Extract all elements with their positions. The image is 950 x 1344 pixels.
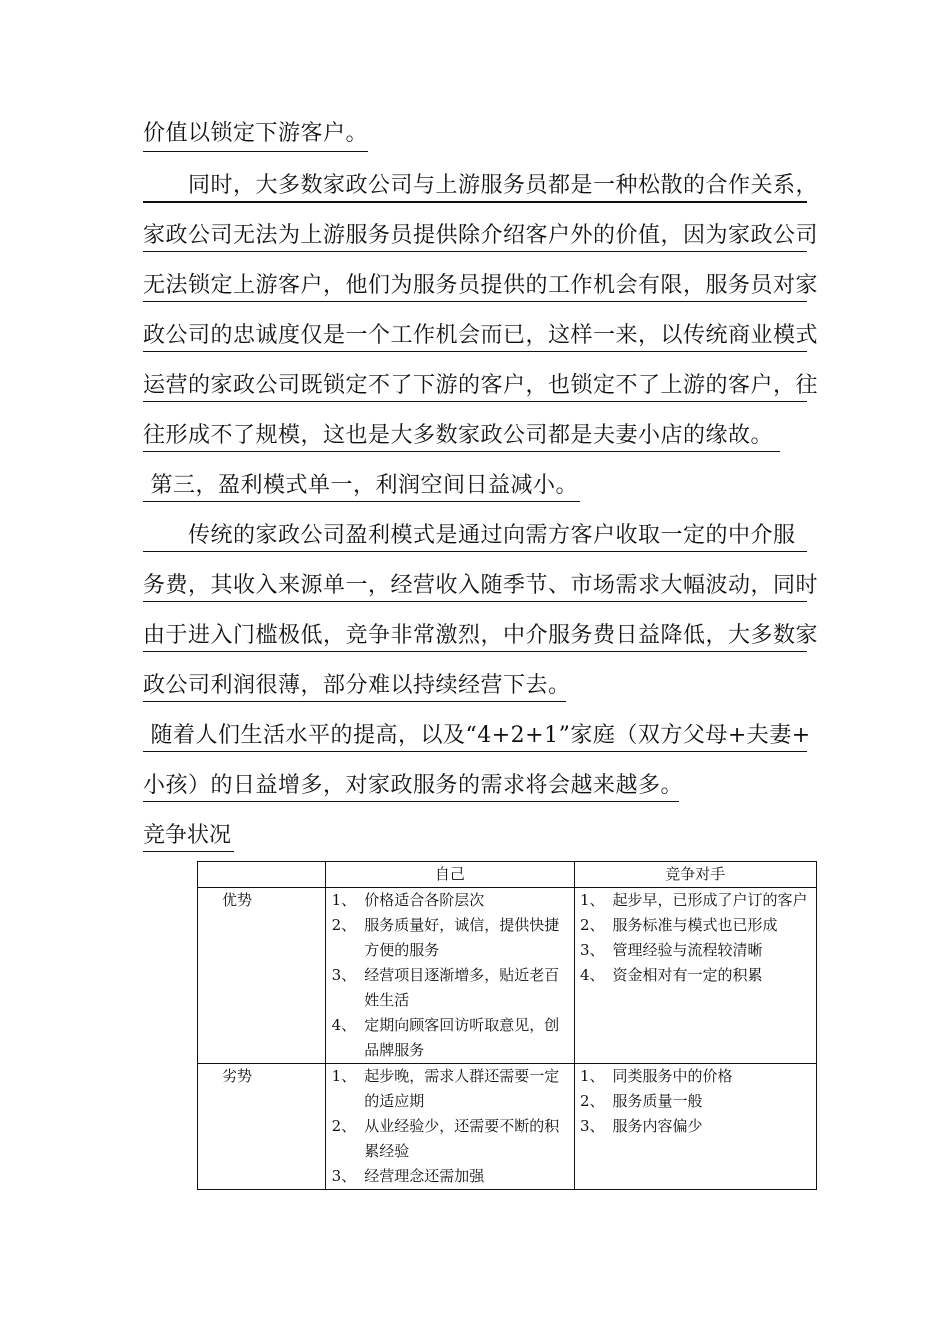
item-text: 服务质量好，诚信，提供快捷方便的服务: [364, 916, 560, 959]
paragraph-line: 务费，其收入来源单一，经营收入随季节、市场需求大幅波动，同时: [143, 573, 819, 598]
paragraph-line: 价值以锁定下游客户。: [143, 121, 369, 146]
item-number: 4、: [580, 966, 605, 984]
underline: [143, 801, 679, 802]
underline: [143, 651, 807, 652]
list-item: [575, 963, 816, 988]
item-text: 服务质量一般: [612, 1092, 703, 1110]
table-row: [198, 1064, 817, 1190]
item-text: 资金相对有一定的积累: [612, 966, 763, 984]
paragraph-line: 往形成不了规模，这也是大多数家政公司都是夫妻小店的缘故。: [143, 423, 774, 448]
item-number: 3、: [580, 941, 605, 959]
competition-table: [197, 861, 817, 1190]
header-cell-rival: 竞争对手: [574, 862, 816, 888]
paragraph-line: 同时，大多数家政公司与上游服务员都是一种松散的合作关系，: [143, 173, 819, 198]
underline: [143, 351, 807, 352]
list-item: [326, 1013, 573, 1063]
paragraph-line: 运营的家政公司既锁定不了下游的客户，也锁定不了上游的客户，往: [143, 373, 819, 398]
item-text: 起步晚，需求人群还需要一定的适应期: [364, 1067, 560, 1110]
cell-self-weaknesses: [326, 1064, 574, 1190]
item-number: 3、: [331, 1167, 357, 1185]
paragraph-line: 第三，盈利模式单一，利润空间日益减小。: [143, 473, 578, 498]
paragraph-line: 政公司利润很薄，部分难以持续经营下去。: [143, 673, 571, 698]
paragraph-line: 传统的家政公司盈利模式是通过向需方客户收取一定的中介服: [143, 523, 796, 548]
item-number: 2、: [331, 916, 357, 934]
underline: [143, 751, 807, 752]
list-item: [575, 913, 816, 938]
paragraph-line: 政公司的忠诚度仅是一个工作机会而已，这样一来，以传统商业模式: [143, 323, 819, 348]
item-text: 定期向顾客回访听取意见，创品牌服务: [364, 1016, 560, 1059]
item-text: 同类服务中的价格: [612, 1067, 733, 1085]
underline: [143, 601, 807, 602]
cell-rival-strengths: [574, 888, 816, 1064]
underline: [143, 451, 780, 452]
item-number: 2、: [331, 1117, 357, 1135]
item-number: 1、: [331, 1067, 357, 1085]
item-text: 管理经验与流程较清晰: [612, 941, 763, 959]
item-text: 起步早，已形成了户订的客户: [612, 891, 808, 909]
table-header-row: [198, 862, 817, 888]
list-item: [326, 913, 573, 963]
list-item: [326, 963, 573, 1013]
paragraph-line: 无法锁定上游客户，他们为服务员提供的工作机会有限，服务员对家: [143, 273, 819, 298]
cell-self-strengths: [326, 888, 574, 1064]
paragraph-line: 随着人们生活水平的提高，以及“4+2+1”家庭（双方父母+夫妻+: [143, 723, 811, 748]
list-item: [575, 938, 816, 963]
underline: [143, 851, 234, 852]
underline: [143, 401, 807, 402]
table-row: [198, 888, 817, 1064]
item-number: 2、: [580, 916, 605, 934]
cell-rival-weaknesses: [574, 1064, 816, 1190]
list-item: [575, 1114, 816, 1139]
list-item: [326, 1114, 573, 1164]
row-label: 优势: [198, 888, 326, 1064]
item-number: 3、: [580, 1117, 605, 1135]
paragraph-line: 家政公司无法为上游服务员提供除介绍客户外的价值，因为家政公司: [143, 223, 819, 248]
item-number: 2、: [580, 1092, 605, 1110]
header-cell-self: 自己: [326, 862, 574, 888]
header-cell-blank: [198, 862, 326, 888]
item-text: 从业经验少，还需要不断的积累经验: [364, 1117, 560, 1160]
paragraph-line: 小孩）的日益增多，对家政服务的需求将会越来越多。: [143, 773, 684, 798]
list-item: [326, 1164, 573, 1189]
underline: [143, 301, 807, 302]
item-text: 服务内容偏少: [612, 1117, 703, 1135]
item-number: 1、: [580, 1067, 605, 1085]
item-list: [326, 1064, 573, 1189]
paragraph-line: 由于进入门槛极低，竞争非常激烈，中介服务费日益降低，大多数家: [143, 623, 819, 648]
item-number: 4、: [331, 1016, 357, 1034]
row-label: 劣势: [198, 1064, 326, 1190]
item-number: 3、: [331, 966, 357, 984]
list-item: [575, 888, 816, 913]
list-item: [575, 1089, 816, 1114]
item-list: [326, 888, 573, 1063]
list-item: [575, 1064, 816, 1089]
list-item: [326, 1064, 573, 1114]
underline: [143, 551, 807, 552]
item-number: 1、: [331, 891, 357, 909]
underline: [143, 251, 807, 252]
section-heading: 竞争状况: [143, 823, 232, 848]
item-number: 1、: [580, 891, 605, 909]
underline: [143, 151, 368, 152]
underline: [143, 501, 580, 502]
item-list: [575, 1064, 816, 1139]
item-text: 经营项目逐渐增多，贴近老百姓生活: [364, 966, 560, 1009]
underline: [143, 701, 566, 702]
item-text: 服务标准与模式也已形成: [612, 916, 778, 934]
item-list: [575, 888, 816, 988]
item-text: 价格适合各阶层次: [364, 891, 485, 909]
item-text: 经营理念还需加强: [364, 1167, 485, 1185]
list-item: [326, 888, 573, 913]
underline: [143, 201, 807, 203]
